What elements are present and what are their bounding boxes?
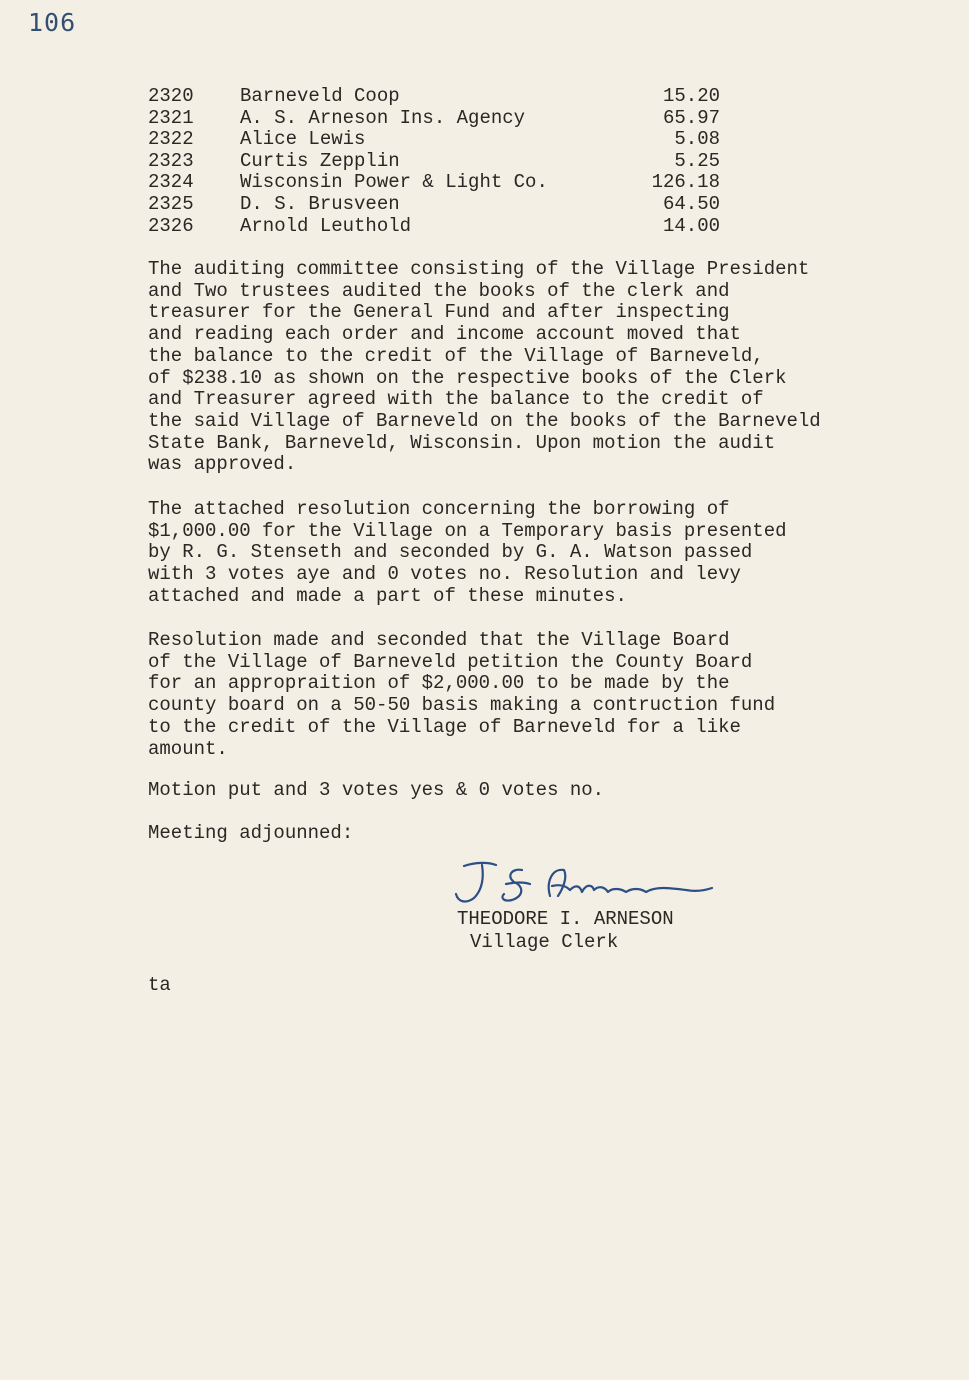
borrowing-resolution-paragraph: The attached resolution concerning the borrowing of $1,000.00 for the Village on a Temporary basis presented by R. G. Stenseth and seconded by G. A. Watson passed with 3 votes aye and 0 votes no. Resolution and levy attached and made a part of these minutes. xyxy=(148,498,787,607)
audit-paragraph: The auditing committee consisting of the Village President and Two trustees audited the books of the clerk and treasurer for the General Fund and after inspecting and reading each order and income account moved that the balance to the credit of the Village of Barneveld, of $238.10 as shown on the respective books of the Clerk and Treasurer agreed with the balance to the credit of the said Village of Barneveld on the books of the Barneveld State Bank, Barneveld, Wisconsin. Upon motion the audit was approved. xyxy=(148,258,821,476)
ledger-row xyxy=(148,216,728,238)
county-petition-paragraph: Resolution made and seconded that the Village Board of the Village of Barneveld petition the County Board for an appropraition of $2,000.00 to be made by the county board on a 50-50 basis making a contruction fund to the credit of the Village of Barneveld for a like amount. xyxy=(148,629,776,760)
meeting-adjourned: Meeting adjounned: xyxy=(148,822,354,844)
signatory-name: THEODORE I. ARNESON xyxy=(457,908,674,930)
motion-result: Motion put and 3 votes yes & 0 votes no. xyxy=(148,779,605,801)
payments-ledger xyxy=(148,86,728,237)
order-number: 2324 xyxy=(148,171,194,194)
handwritten-signature xyxy=(400,856,730,912)
order-number: 2326 xyxy=(148,214,194,237)
ledger-row xyxy=(148,108,728,130)
payment-amount: 5.08 xyxy=(674,128,720,151)
order-number: 2321 xyxy=(148,106,194,129)
order-number: 2325 xyxy=(148,192,194,215)
payee-name: A. S. Arneson Ins. Agency xyxy=(240,106,526,129)
payment-amount: 14.00 xyxy=(662,214,720,237)
ledger-row xyxy=(148,129,728,151)
payment-amount: 64.50 xyxy=(662,192,720,215)
payment-amount: 126.18 xyxy=(651,171,720,194)
order-number: 2323 xyxy=(148,149,194,172)
payee-name: Curtis Zepplin xyxy=(240,149,400,172)
payee-name: Arnold Leuthold xyxy=(240,214,412,237)
payment-amount: 15.20 xyxy=(662,85,720,107)
payee-name: Alice Lewis xyxy=(240,128,366,151)
payment-amount: 65.97 xyxy=(662,106,720,129)
order-number: 2320 xyxy=(148,85,194,107)
ledger-row xyxy=(148,86,728,108)
order-number: 2322 xyxy=(148,128,194,151)
ledger-row xyxy=(148,151,728,173)
payee-name: Barneveld Coop xyxy=(240,85,400,107)
payee-name: D. S. Brusveen xyxy=(240,192,400,215)
ledger-row xyxy=(148,172,728,194)
page-number: 106 xyxy=(28,8,77,37)
ledger-row xyxy=(148,194,728,216)
typist-initials: ta xyxy=(148,974,171,996)
signatory-title: Village Clerk xyxy=(470,931,619,953)
payment-amount: 5.25 xyxy=(674,149,720,172)
payee-name: Wisconsin Power & Light Co. xyxy=(240,171,548,194)
